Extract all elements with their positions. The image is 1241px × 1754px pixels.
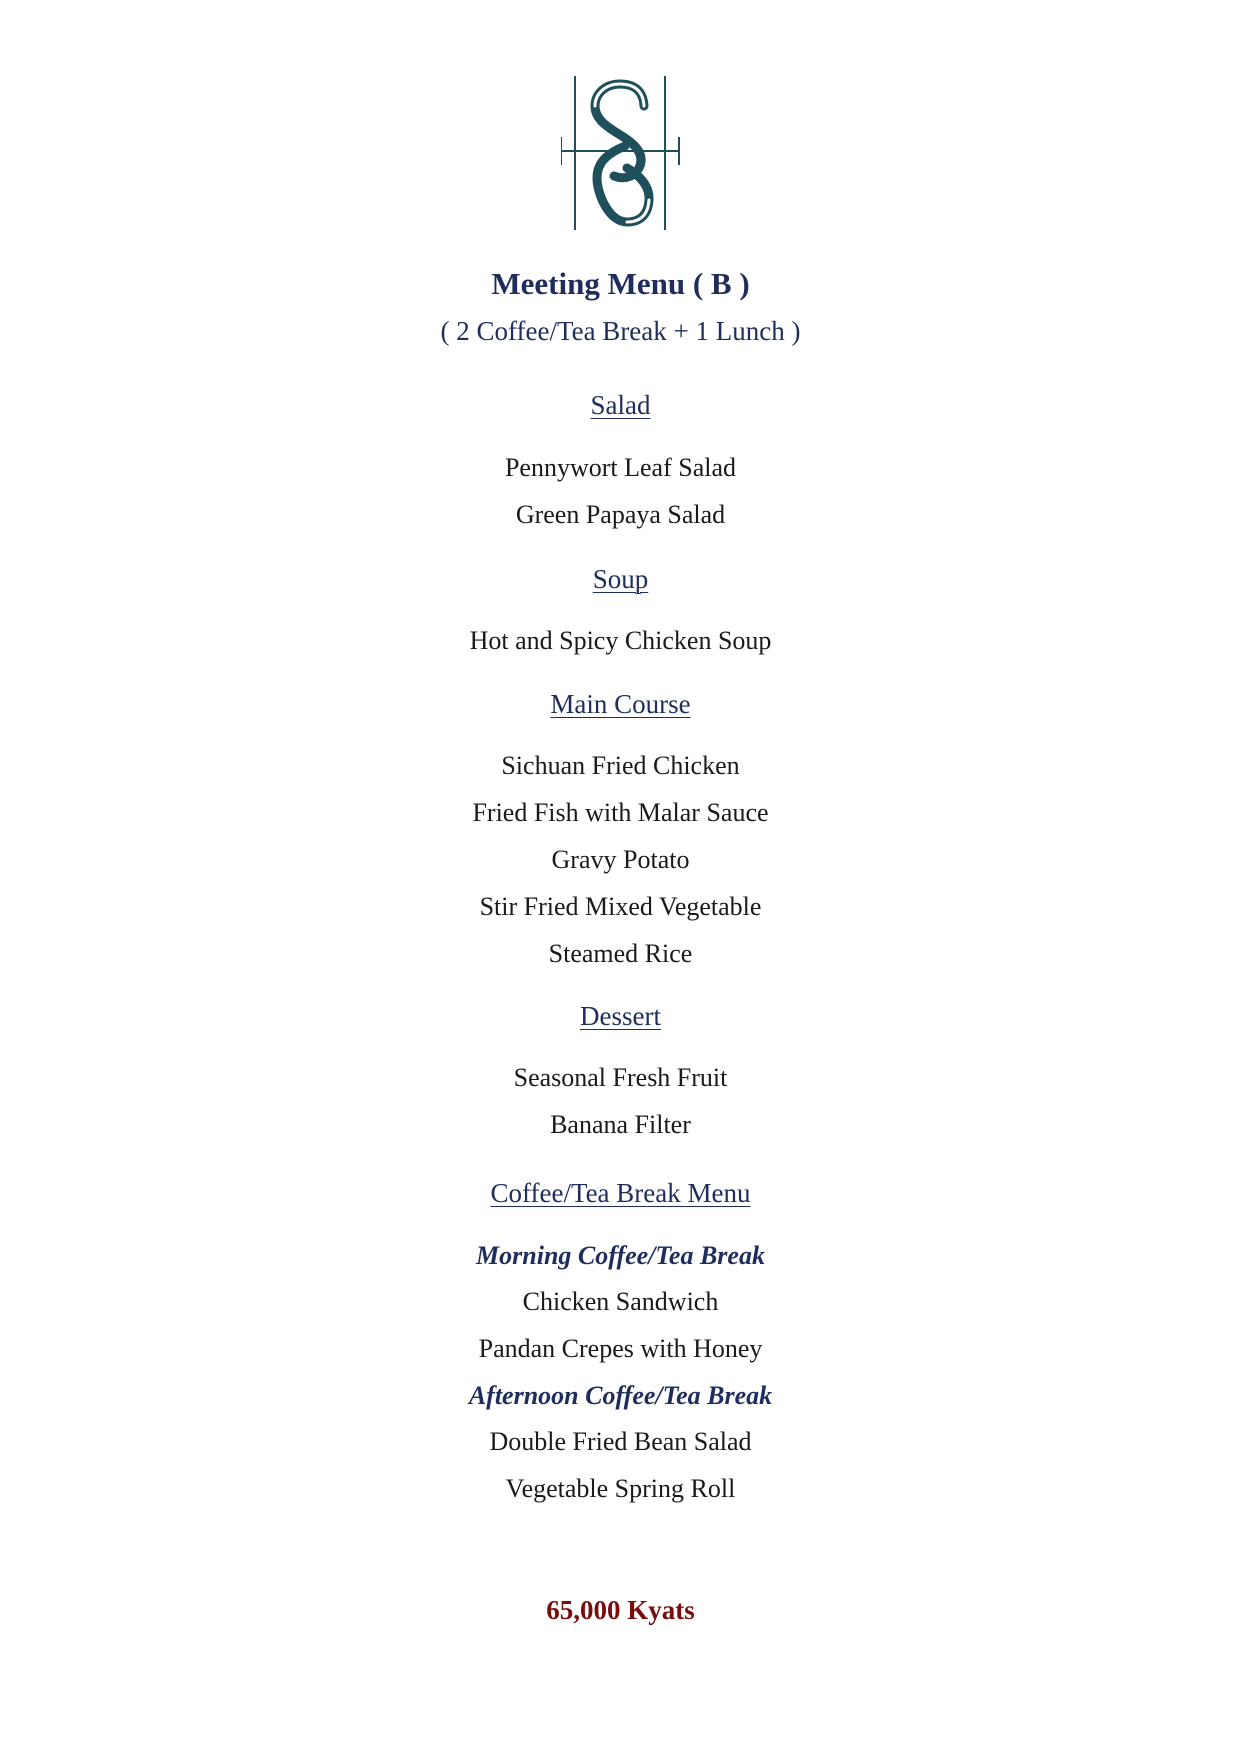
coffee-break-heading: Coffee/Tea Break Menu xyxy=(490,1178,751,1208)
main-course-item: Steamed Rice xyxy=(548,939,693,968)
ss-monogram-logo-icon xyxy=(561,76,683,232)
salad-item: Green Papaya Salad xyxy=(515,500,726,529)
main-course-heading: Main Course xyxy=(550,689,691,719)
morning-break-item: Pandan Crepes with Honey xyxy=(478,1334,763,1363)
menu-subtitle: ( 2 Coffee/Tea Break + 1 Lunch ) xyxy=(440,316,801,346)
main-course-item: Fried Fish with Malar Sauce xyxy=(472,798,769,827)
afternoon-break-item: Double Fried Bean Salad xyxy=(489,1427,752,1456)
morning-break-item: Chicken Sandwich xyxy=(522,1287,719,1316)
soup-item: Hot and Spicy Chicken Soup xyxy=(469,626,772,655)
soup-heading: Soup xyxy=(592,564,649,594)
dessert-heading: Dessert xyxy=(580,1001,661,1031)
menu-title: Meeting Menu ( B ) xyxy=(491,266,750,301)
salad-item: Pennywort Leaf Salad xyxy=(504,453,737,482)
main-course-item: Stir Fried Mixed Vegetable xyxy=(479,892,762,921)
main-course-item: Sichuan Fried Chicken xyxy=(501,751,740,780)
morning-break-heading: Morning Coffee/Tea Break xyxy=(476,1241,765,1270)
price: 65,000 Kyats xyxy=(546,1595,695,1625)
salad-heading: Salad xyxy=(590,390,651,420)
afternoon-break-item: Vegetable Spring Roll xyxy=(505,1474,736,1503)
dessert-item: Seasonal Fresh Fruit xyxy=(513,1063,728,1092)
afternoon-break-heading: Afternoon Coffee/Tea Break xyxy=(468,1381,773,1410)
dessert-item: Banana Filter xyxy=(550,1110,691,1139)
main-course-item: Gravy Potato xyxy=(551,845,690,874)
